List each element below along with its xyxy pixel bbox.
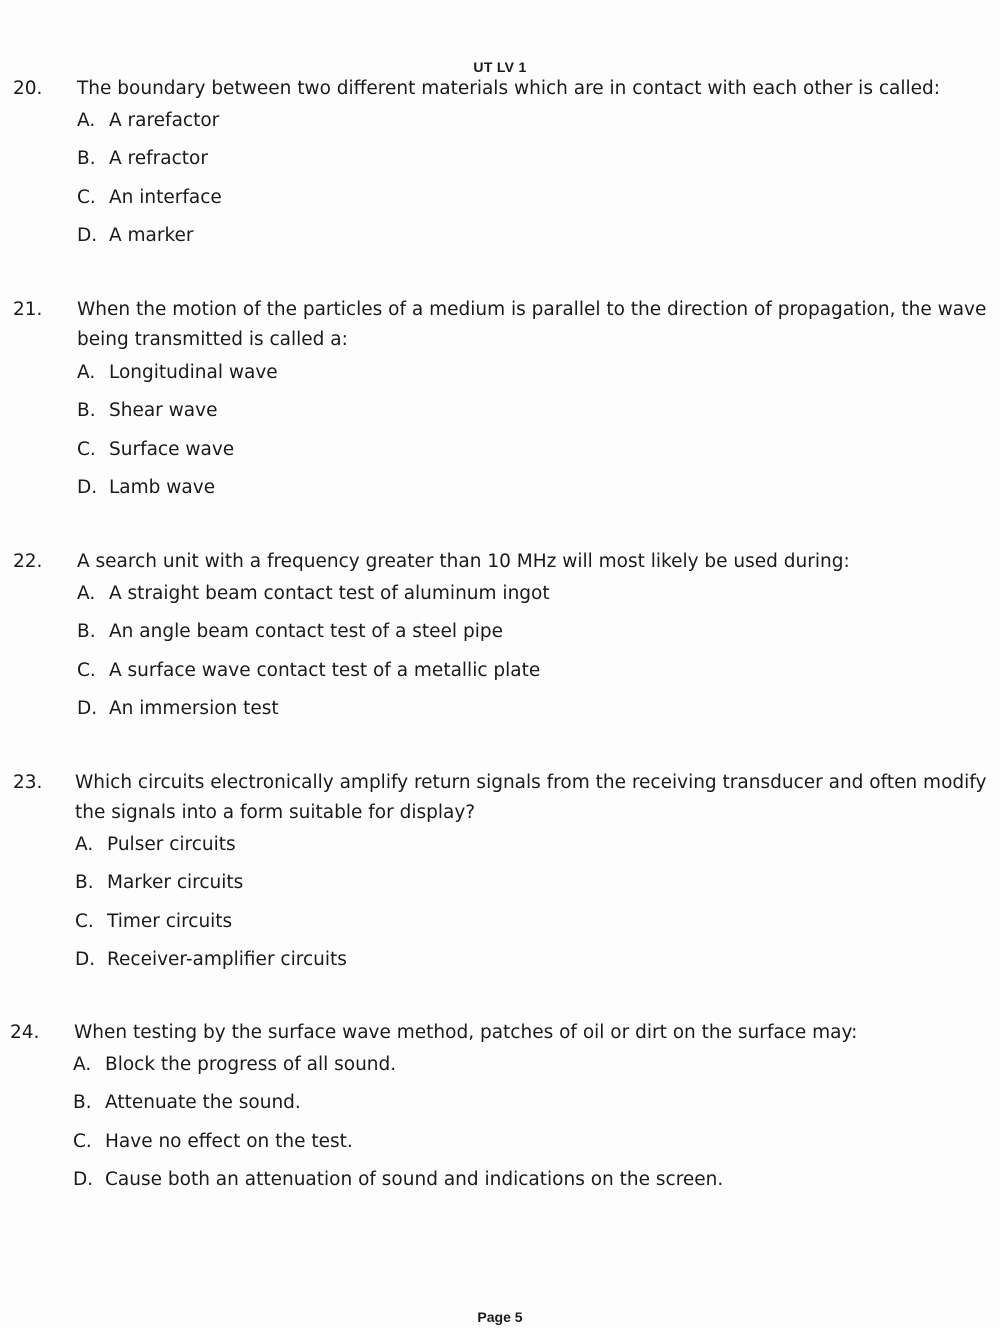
option-text: Surface wave — [109, 438, 235, 460]
option-text: Lamb wave — [109, 477, 216, 499]
option-b — [75, 868, 347, 906]
question-number: 22. — [13, 551, 43, 572]
option-text: Shear wave — [109, 400, 218, 422]
option-a — [73, 1050, 723, 1088]
option-b — [77, 144, 222, 182]
option-d — [77, 694, 550, 732]
question-text-line: When testing by the surface wave method, patches of oil or dirt on the surface may: — [74, 1022, 858, 1043]
option-a — [77, 106, 222, 144]
question-text — [75, 768, 995, 828]
question-text-line: The boundary between two different materials which are in contact with each other is called: — [77, 78, 940, 99]
option-text: An immersion test — [109, 698, 279, 720]
option-text: A refractor — [109, 148, 208, 170]
option-letter: B. — [77, 400, 96, 422]
question-text-line: When the motion of the particles of a medium is parallel to the direction of propagation, the wave — [77, 299, 987, 320]
option-text: A straight beam contact test of aluminum ingot — [109, 583, 550, 604]
option-letter: B. — [77, 148, 96, 170]
answer-options — [77, 106, 222, 260]
option-d — [73, 1165, 723, 1203]
option-letter: A. — [77, 362, 96, 383]
question-number: 23. — [13, 772, 43, 793]
answer-options — [77, 579, 550, 733]
option-b — [73, 1088, 723, 1126]
option-text: Receiver-amplifier circuits — [107, 949, 347, 971]
question-text — [77, 74, 997, 104]
option-text: Attenuate the sound. — [105, 1092, 301, 1114]
option-text: Block the progress of all sound. — [105, 1054, 397, 1075]
answer-options — [75, 830, 347, 984]
page-header: UT LV 1 — [473, 59, 527, 75]
option-c — [77, 656, 550, 694]
option-c — [77, 183, 222, 221]
option-c — [77, 435, 278, 473]
option-letter: D. — [77, 225, 98, 247]
option-letter: A. — [77, 583, 96, 604]
option-letter: C. — [77, 186, 96, 208]
option-text: A rarefactor — [109, 110, 220, 131]
option-letter: A. — [73, 1054, 92, 1075]
option-a — [77, 358, 278, 396]
page-number: Page 5 — [477, 1309, 523, 1325]
question-text-line: the signals into a form suitable for display? — [75, 802, 476, 823]
option-text: Cause both an attenuation of sound and indications on the screen. — [105, 1169, 724, 1191]
option-d — [77, 221, 222, 259]
option-b — [77, 617, 550, 655]
question-text-line: A search unit with a frequency greater than 10 MHz will most likely be used during: — [77, 551, 850, 572]
option-b — [77, 396, 278, 434]
option-letter: C. — [77, 438, 96, 460]
question-text-line: Which circuits electronically amplify return signals from the receiving transducer and often modify — [75, 772, 987, 793]
option-a — [77, 579, 550, 617]
option-letter: A. — [75, 834, 94, 855]
option-c — [75, 907, 347, 945]
question-text — [77, 295, 997, 355]
answer-options — [73, 1050, 723, 1204]
option-letter: D. — [75, 949, 96, 971]
question-text-line: being transmitted is called a: — [77, 329, 348, 350]
question-text — [74, 1018, 994, 1048]
option-letter: D. — [77, 698, 98, 720]
option-letter: C. — [75, 910, 94, 932]
option-text: A marker — [109, 225, 194, 247]
option-text: An interface — [109, 186, 222, 208]
option-letter: D. — [73, 1169, 94, 1191]
option-text: An angle beam contact test of a steel pipe — [109, 621, 503, 643]
option-d — [77, 473, 278, 511]
option-d — [75, 945, 347, 983]
question-number: 20. — [13, 78, 43, 99]
option-text: Longitudinal wave — [109, 362, 278, 383]
answer-options — [77, 358, 278, 512]
option-text: Pulser circuits — [107, 834, 236, 855]
option-letter: A. — [77, 110, 96, 131]
option-text: Have no effect on the test. — [105, 1130, 353, 1152]
option-letter: B. — [73, 1092, 92, 1114]
option-text: Marker circuits — [107, 872, 244, 894]
option-letter: C. — [73, 1130, 92, 1152]
question-number: 21. — [13, 299, 43, 320]
option-text: A surface wave contact test of a metallic plate — [109, 659, 541, 681]
option-c — [73, 1127, 723, 1165]
question-number: 24. — [10, 1022, 40, 1043]
option-letter: D. — [77, 477, 98, 499]
option-text: Timer circuits — [107, 910, 233, 932]
option-letter: B. — [75, 872, 94, 894]
question-text — [77, 547, 997, 577]
option-letter: C. — [77, 659, 96, 681]
option-letter: B. — [77, 621, 96, 643]
option-a — [75, 830, 347, 868]
